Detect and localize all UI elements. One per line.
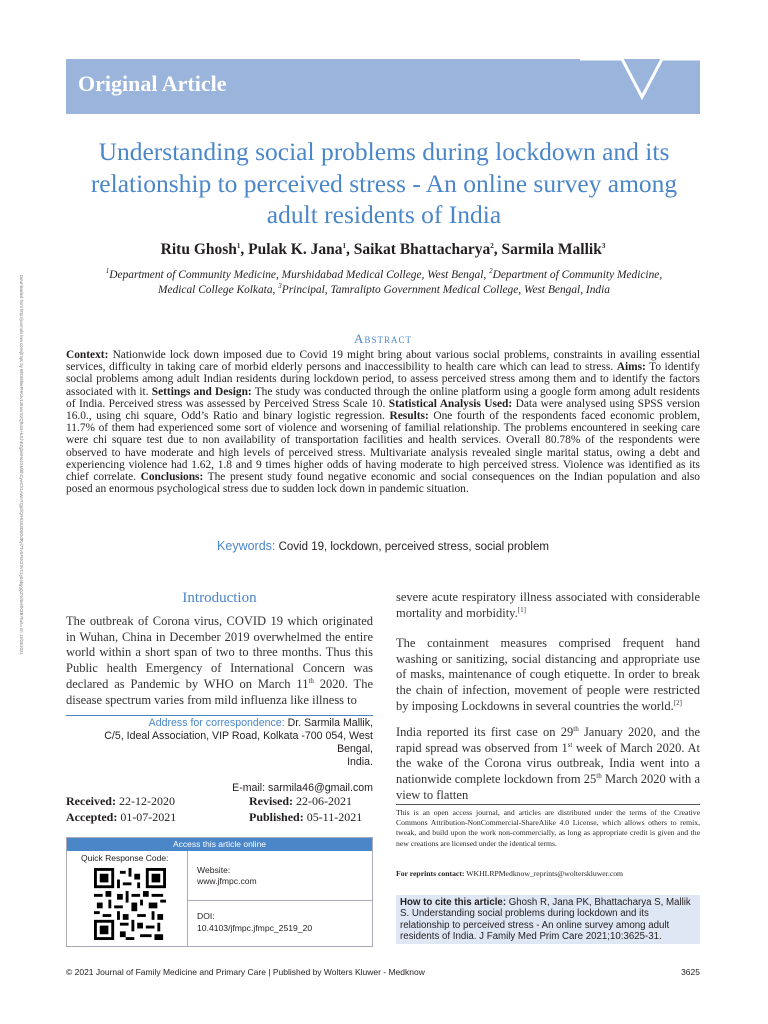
accepted-date: Accepted: 01-07-2021 [66, 810, 177, 824]
doi-label: DOI: [197, 911, 215, 921]
download-watermark: Downloaded from http://journals.lww.com/jfmpc by BhDMf5ePHKav1zEoum1tQfN4a+kJLhEZgbsIHo4XMi0hCywCX1AWnYQp/IlQrHD3i3D0OdRyi7TvSFl4Cf3VC1y0abggQZXdtwnfKZBYtws= on 11/03/2021 [19, 275, 24, 655]
abstract-heading: Abstract [354, 331, 412, 346]
introduction-paragraph: The outbreak of Corona virus, COVID 19 which originated in Wuhan, China in December 2019 overwhelmed the entire world within a short span of two to three months. Thus this Public health Emergency of International Concern was declared as Pandemic by WHO on March 11th 2020. The disease spectrum varies from mild influenza like illness to [66, 614, 373, 707]
keywords [66, 539, 700, 553]
author-name: Saikat Bhattacharya [353, 241, 491, 258]
affiliations: $^1$Department of Community Medicine, Murshidabad Medical College, West Bengal, $^2$Department of Community Medicine, Medical College Kolkata, $^3$Principal, Tamralipto Government Medical College, West Bengal, India [105, 267, 663, 296]
reprints-email[interactable]: WKHLRPMedknow_reprints@wolterskluwer.com [466, 869, 624, 878]
qr-label: Quick Response Code: [81, 853, 169, 863]
correspondence-label: Address for correspondence: [148, 717, 285, 729]
doi-link[interactable]: 10.4103/jfmpc.jfmpc_2519_20 [197, 923, 313, 933]
citation-link[interactable]: [2] [673, 698, 682, 707]
revised-date: Revised: 22-06-2021 [249, 794, 352, 808]
published-date: Published: 05-11-2021 [249, 810, 363, 824]
access-online-box [66, 837, 373, 947]
article-title: Understanding social problems during lockdown and its relationship to perceived stress - An online survey among adult residents of India [90, 137, 678, 229]
keywords-value: Covid 19, lockdown, perceived stress, social problem [278, 541, 549, 553]
qr-code-icon[interactable] [94, 868, 166, 940]
citation-text: How to cite this article: Ghosh R, Jana PK, Bhattacharya S, Mallik S. Understanding social problems during lockdown and its relationship to perceived stress - An online survey among adult residents of India. J Family Med Prim Care 2021;10:3625-31. [400, 897, 691, 942]
correspondence-email[interactable]: E-mail: sarmila46@gmail.com [232, 782, 373, 794]
banner-chevron-icon [580, 59, 700, 114]
author-name: Pulak K. Jana [248, 241, 343, 258]
received-date: Received: 22-12-2020 [66, 794, 175, 808]
citation-link[interactable]: [1] [517, 605, 526, 614]
website-link[interactable]: www.jfmpc.com [197, 876, 257, 886]
keywords-label: Keywords: [217, 539, 276, 553]
introduction-heading: Introduction [182, 590, 257, 606]
author-name: Sarmila Mallik [501, 241, 602, 258]
body-paragraph: The containment measures comprised frequent hand washing or sanitizing, social distancing and appropriate use of masks, maintenance of cough etiquette. In order to break the chain of infection, movement of people were restricted by imposing Lockdowns in several countries the world.[2] [396, 636, 700, 713]
footer-copyright: © 2021 Journal of Family Medicine and Primary Care | Published by Wolters Kluwer - Medknow [66, 967, 425, 977]
page-footer [66, 967, 700, 977]
article-type-label: Original Article [78, 71, 227, 96]
reprints-contact: For reprints contact: WKHLRPMedknow_reprints@wolterskluwer.com [396, 869, 624, 878]
website-label: Website: [197, 865, 231, 875]
divider [187, 900, 373, 901]
body-paragraph: India reported its first case on 29th January 2020, and the rapid spread was observed from 1st week of March 2020. At the wake of the Corona virus outbreak, India went into a nationwide complete lockdown from 25th March 2020 with a view to flatten [396, 724, 700, 802]
correspondence-address: Address for correspondence: Dr. Sarmila Mallik, C/5, Ideal Association, VIP Road, Kolkata -700 054, West Bengal, India. E-mail: sarmila46@gmail.com [104, 717, 373, 794]
divider [66, 715, 373, 716]
access-heading: Access this article online [67, 838, 372, 851]
author-list: Ritu Ghosh$^1$, Pulak K. Jana$^1$, Saikat Bhattacharya$^2$, Sarmila Mallik$^3$ [160, 241, 606, 258]
license-text: This is an open access journal, and articles are distributed under the terms of the Creative Commons Attribution-NonCommercial-ShareAlike 4.0 License, which allows others to remix, tweak, and build upon the work non-commercially, as long as appropriate credit is given and the new creations are licensed under the identical terms. [396, 808, 700, 848]
article-type-banner [66, 59, 700, 114]
page-number: 3625 [681, 967, 700, 977]
divider [396, 804, 700, 805]
how-to-cite-box [396, 895, 700, 944]
author-name: Ritu Ghosh [160, 241, 237, 258]
body-paragraph: severe acute respiratory illness associated with considerable mortality and morbidity.[1] [396, 590, 700, 620]
abstract-body: Context: Nationwide lock down imposed due to Covid 19 might bring about various social problems, constraints in availing essential services, difficulty in taking care of morbid elderly persons and inaccessibility to health care which can lead to stress. Aims: To identify social problems among adult Indian residents during lockdown period, to assess perceived stress among them and to identify the factors associated with it. Settings and Design: The study was conducted through the online platform using a google form among adult residents of India. Perceived stress was assessed by Perceived Stress Scale 10. Statistical Analysis Used: Data were analysed using SPSS version 16.0., using chi square, Odd’s Ratio and binary logistic regression. Results: One fourth of the respondents faced economic problem, 11.7% of them had experienced some sort of violence and worsening of familial relationship. The problems encountered in seeking care were chi square test due to non availability of transportation facilities and health services. Overall 80.78% of the respondents were observed to have moderate and high levels of perceived stress. Multivariate analysis revealed single marital status, owing a debt and experiencing violence had 1.62, 1.8 and 9 times higher odds of having moderate to high perceived stress. Violence was identified as its chief correlate. Conclusions: The present study found negative economic and social consequences on the Indian population and also posed an enormous psychological stress due to sudden lock down in pandemic situation. [66, 349, 700, 496]
